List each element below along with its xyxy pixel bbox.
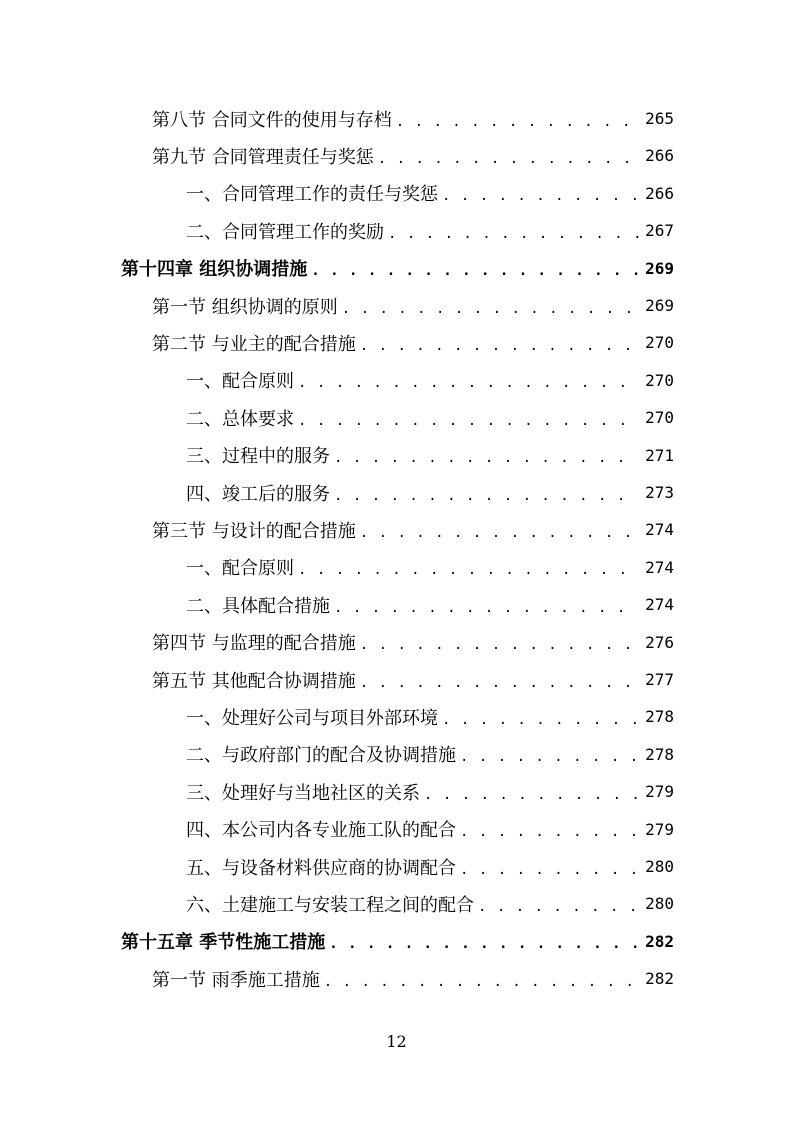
toc-entry-title: 一、配合原则 [186,558,294,580]
toc-entry-title: 第三节 与设计的配合措施 [152,520,356,542]
toc-section-entry[interactable] [152,511,674,548]
toc-entry-page-number: 273 [645,483,674,502]
toc-entry-title: 第五节 其他配合协调措施 [152,670,356,692]
dot-leader [324,974,639,990]
toc-entry-page-number: 278 [645,707,674,727]
dot-leader [424,787,639,803]
toc-entry-page-number: 265 [645,109,674,128]
toc-entry-title: 一、配合原则 [186,371,294,393]
dot-leader [460,862,639,878]
toc-entry-page-number: 274 [645,595,674,615]
toc-entry-title: 六、土建施工与安装工程之间的配合 [186,894,474,916]
dot-leader [298,375,639,391]
toc-section-entry[interactable] [152,287,674,324]
toc-entry-page-number: 270 [645,408,674,428]
toc-entry-page-number: 266 [645,183,674,203]
toc-subsection-entry[interactable] [186,698,674,735]
dot-leader [396,114,639,130]
toc-entry-page-number: 280 [645,894,674,914]
dot-leader [360,525,639,541]
toc-entry-page-number: 282 [645,969,674,989]
toc-entry-title: 二、与政府部门的配合及协调措施 [186,745,456,767]
toc-entry-title: 一、处理好公司与项目外部环境 [186,707,438,729]
toc-subsection-entry[interactable] [186,474,674,511]
toc-subsection-entry[interactable] [186,736,674,773]
toc-subsection-entry[interactable] [186,362,674,399]
toc-entry-page-number: 269 [645,258,674,278]
dot-leader [360,338,639,354]
toc-entry-title: 五、与设备材料供应商的协调配合 [186,857,456,879]
toc-subsection-entry[interactable] [186,848,674,885]
toc-subsection-entry[interactable] [186,399,674,436]
toc-entry-title: 四、本公司内各专业施工队的配合 [186,820,456,842]
toc-entry-title: 二、具体配合措施 [186,595,330,617]
dot-leader [311,263,639,279]
dot-leader [460,824,639,840]
dot-leader [334,488,639,504]
toc-entry-title: 三、过程中的服务 [186,446,330,468]
dot-leader [298,562,639,578]
toc-entry-page-number: 274 [645,520,674,540]
toc-entry-title: 第一节 组织协调的原则 [152,296,338,318]
toc-chapter-entry[interactable] [121,923,674,960]
toc-entry-title: 二、总体要求 [186,408,294,430]
toc-entry-page-number: 274 [645,557,674,577]
toc-subsection-entry[interactable] [186,212,674,249]
toc-entry-title: 第九节 合同管理责任与奖惩 [152,146,374,168]
toc-subsection-entry[interactable] [186,175,674,212]
toc-entry-page-number: 279 [645,819,674,839]
toc-entry-title: 一、合同管理工作的责任与奖惩 [186,184,438,206]
page-number: 12 [386,1032,407,1051]
dot-leader [360,637,639,653]
toc-entry-title: 第十五章 季节性施工措施 [121,932,326,954]
toc-subsection-entry[interactable] [186,549,674,586]
toc-entry-title: 二、合同管理工作的奖励 [186,221,384,243]
dot-leader [442,188,639,204]
dot-leader [478,899,639,915]
toc-entry-page-number: 282 [645,931,674,951]
toc-subsection-entry[interactable] [186,811,674,848]
dot-leader [334,600,639,616]
toc-subsection-entry[interactable] [186,885,674,922]
dot-leader [298,413,639,429]
toc-entry-page-number: 267 [645,221,674,241]
toc-entry-page-number: 270 [645,370,674,390]
dot-leader [388,226,639,242]
toc-entry-page-number: 271 [645,445,674,465]
dot-leader [334,450,639,466]
toc-entry-page-number: 278 [645,744,674,764]
toc-entry-title: 四、竣工后的服务 [186,483,330,505]
toc-section-entry[interactable] [152,624,674,661]
toc-entry-title: 三、处理好与当地社区的关系 [186,782,420,804]
toc-section-entry[interactable] [152,960,674,997]
toc-entry-page-number: 277 [645,670,674,689]
toc-entry-page-number: 276 [645,632,674,652]
toc-section-entry[interactable] [152,137,674,174]
toc-entry-page-number: 270 [645,333,674,353]
toc-entry-title: 第二节 与业主的配合措施 [152,333,356,355]
dot-leader [460,749,639,765]
toc-entry-title: 第八节 合同文件的使用与存档 [152,109,392,131]
dot-leader [329,936,639,952]
toc-entry-page-number: 269 [645,296,674,315]
toc-subsection-entry[interactable] [186,773,674,810]
toc-entry-page-number: 279 [645,782,674,802]
toc-subsection-entry[interactable] [186,437,674,474]
toc-entry-title: 第一节 雨季施工措施 [152,969,320,991]
toc-section-entry[interactable] [152,100,674,137]
toc-section-entry[interactable] [152,661,674,698]
toc-subsection-entry[interactable] [186,586,674,623]
dot-leader [360,675,639,691]
toc-section-entry[interactable] [152,324,674,361]
toc-entry-title: 第十四章 组织协调措施 [121,259,308,281]
toc-entry-page-number: 280 [645,857,674,876]
dot-leader [442,712,639,728]
toc-chapter-entry[interactable] [121,250,674,287]
dot-leader [378,151,639,167]
dot-leader [342,301,639,317]
toc-entry-page-number: 266 [645,146,674,166]
toc-entry-title: 第四节 与监理的配合措施 [152,633,356,655]
